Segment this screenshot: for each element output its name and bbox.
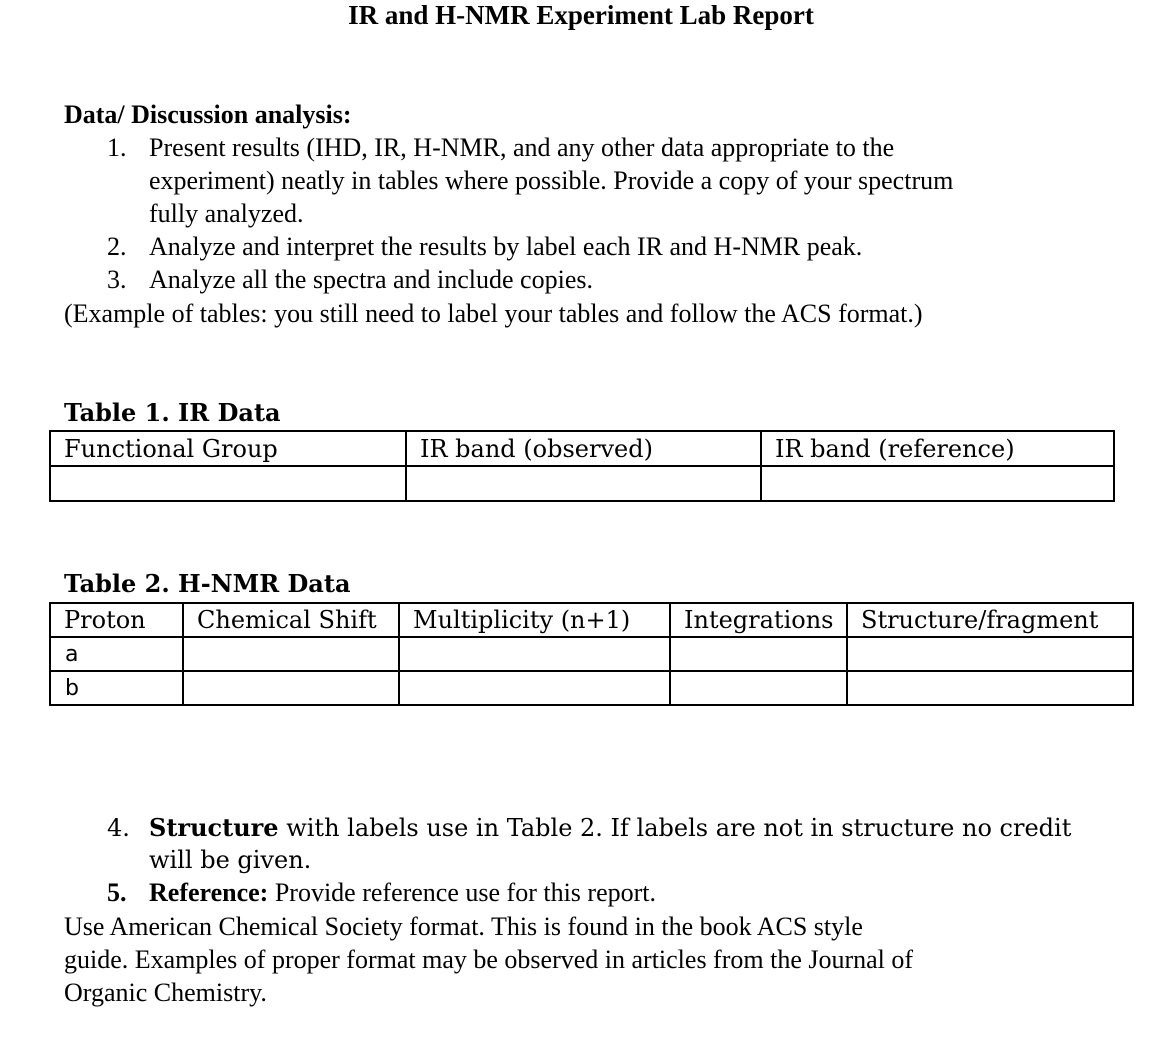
table1-caption: Table 1. IR Data <box>64 398 281 427</box>
acs-line-2: guide. Examples of proper format may be observed in articles from the Journal of <box>64 945 914 974</box>
header-proton: Proton <box>50 603 183 637</box>
nmr-data-table <box>49 602 1134 706</box>
page-title: IR and H-NMR Experiment Lab Report <box>348 0 814 30</box>
header-chemical-shift: Chemical Shift <box>183 603 399 637</box>
item-4-line-2: will be given. <box>149 846 312 874</box>
item-text: Provide reference use for this report. <box>268 878 657 907</box>
item-text-line: Analyze and interpret the results by label each IR and H-NMR peak. <box>149 232 863 261</box>
table-row <box>50 637 1133 671</box>
item-5-reference <box>107 878 656 908</box>
acs-line-1: Use American Chemical Society format. This is found in the book ACS style <box>64 912 863 941</box>
table-cell[interactable] <box>847 671 1133 705</box>
item-text-line: Analyze all the spectra and include copies. <box>149 265 593 294</box>
item-text-line: Present results (IHD, IR, H-NMR, and any other data appropriate to the <box>149 133 895 162</box>
table-header-row <box>50 431 1114 466</box>
ir-data-table <box>49 430 1115 502</box>
table2-caption: Table 2. H-NMR Data <box>64 569 351 598</box>
header-ir-band-reference: IR band (reference) <box>761 431 1114 466</box>
header-integrations: Integrations <box>670 603 847 637</box>
table-header-row <box>50 603 1133 637</box>
header-structure-fragment: Structure/fragment <box>847 603 1133 637</box>
table-row <box>50 466 1114 501</box>
item-number: 1. <box>107 133 127 162</box>
proton-label: a <box>50 637 183 671</box>
table-cell[interactable] <box>847 637 1133 671</box>
discussion-heading: Data/ Discussion analysis: <box>64 100 352 129</box>
discussion-item-2 <box>107 232 862 262</box>
item-number: 4. <box>107 814 130 842</box>
discussion-item-1 <box>107 133 894 163</box>
table-row <box>50 671 1133 705</box>
discussion-item-1-line-2: experiment) neatly in tables where possible. Provide a copy of your spectrum <box>149 166 954 195</box>
table-cell[interactable] <box>399 637 670 671</box>
table-cell[interactable] <box>670 637 847 671</box>
header-ir-band-observed: IR band (observed) <box>406 431 761 466</box>
item-4-structure <box>107 813 1071 842</box>
table-cell[interactable] <box>50 466 406 501</box>
item-bold-label: Reference: <box>149 878 269 907</box>
table-cell[interactable] <box>399 671 670 705</box>
item-number: 3. <box>107 265 127 294</box>
table-cell[interactable] <box>406 466 761 501</box>
table-cell[interactable] <box>670 671 847 705</box>
header-multiplicity: Multiplicity (n+1) <box>399 603 670 637</box>
item-text: with labels use in Table 2. If labels are not in structure no credit <box>278 814 1072 842</box>
item-number: 2. <box>107 232 127 261</box>
table-cell[interactable] <box>183 637 399 671</box>
proton-label: b <box>50 671 183 705</box>
discussion-item-1-line-3: fully analyzed. <box>149 199 304 228</box>
table-cell[interactable] <box>183 671 399 705</box>
discussion-item-3 <box>107 265 593 295</box>
header-functional-group: Functional Group <box>50 431 406 466</box>
tables-note: (Example of tables: you still need to label your tables and follow the ACS format.) <box>64 299 923 328</box>
item-number: 5. <box>107 878 127 907</box>
item-bold-label: Structure <box>149 813 279 842</box>
table-cell[interactable] <box>761 466 1114 501</box>
acs-line-3: Organic Chemistry. <box>64 978 267 1007</box>
